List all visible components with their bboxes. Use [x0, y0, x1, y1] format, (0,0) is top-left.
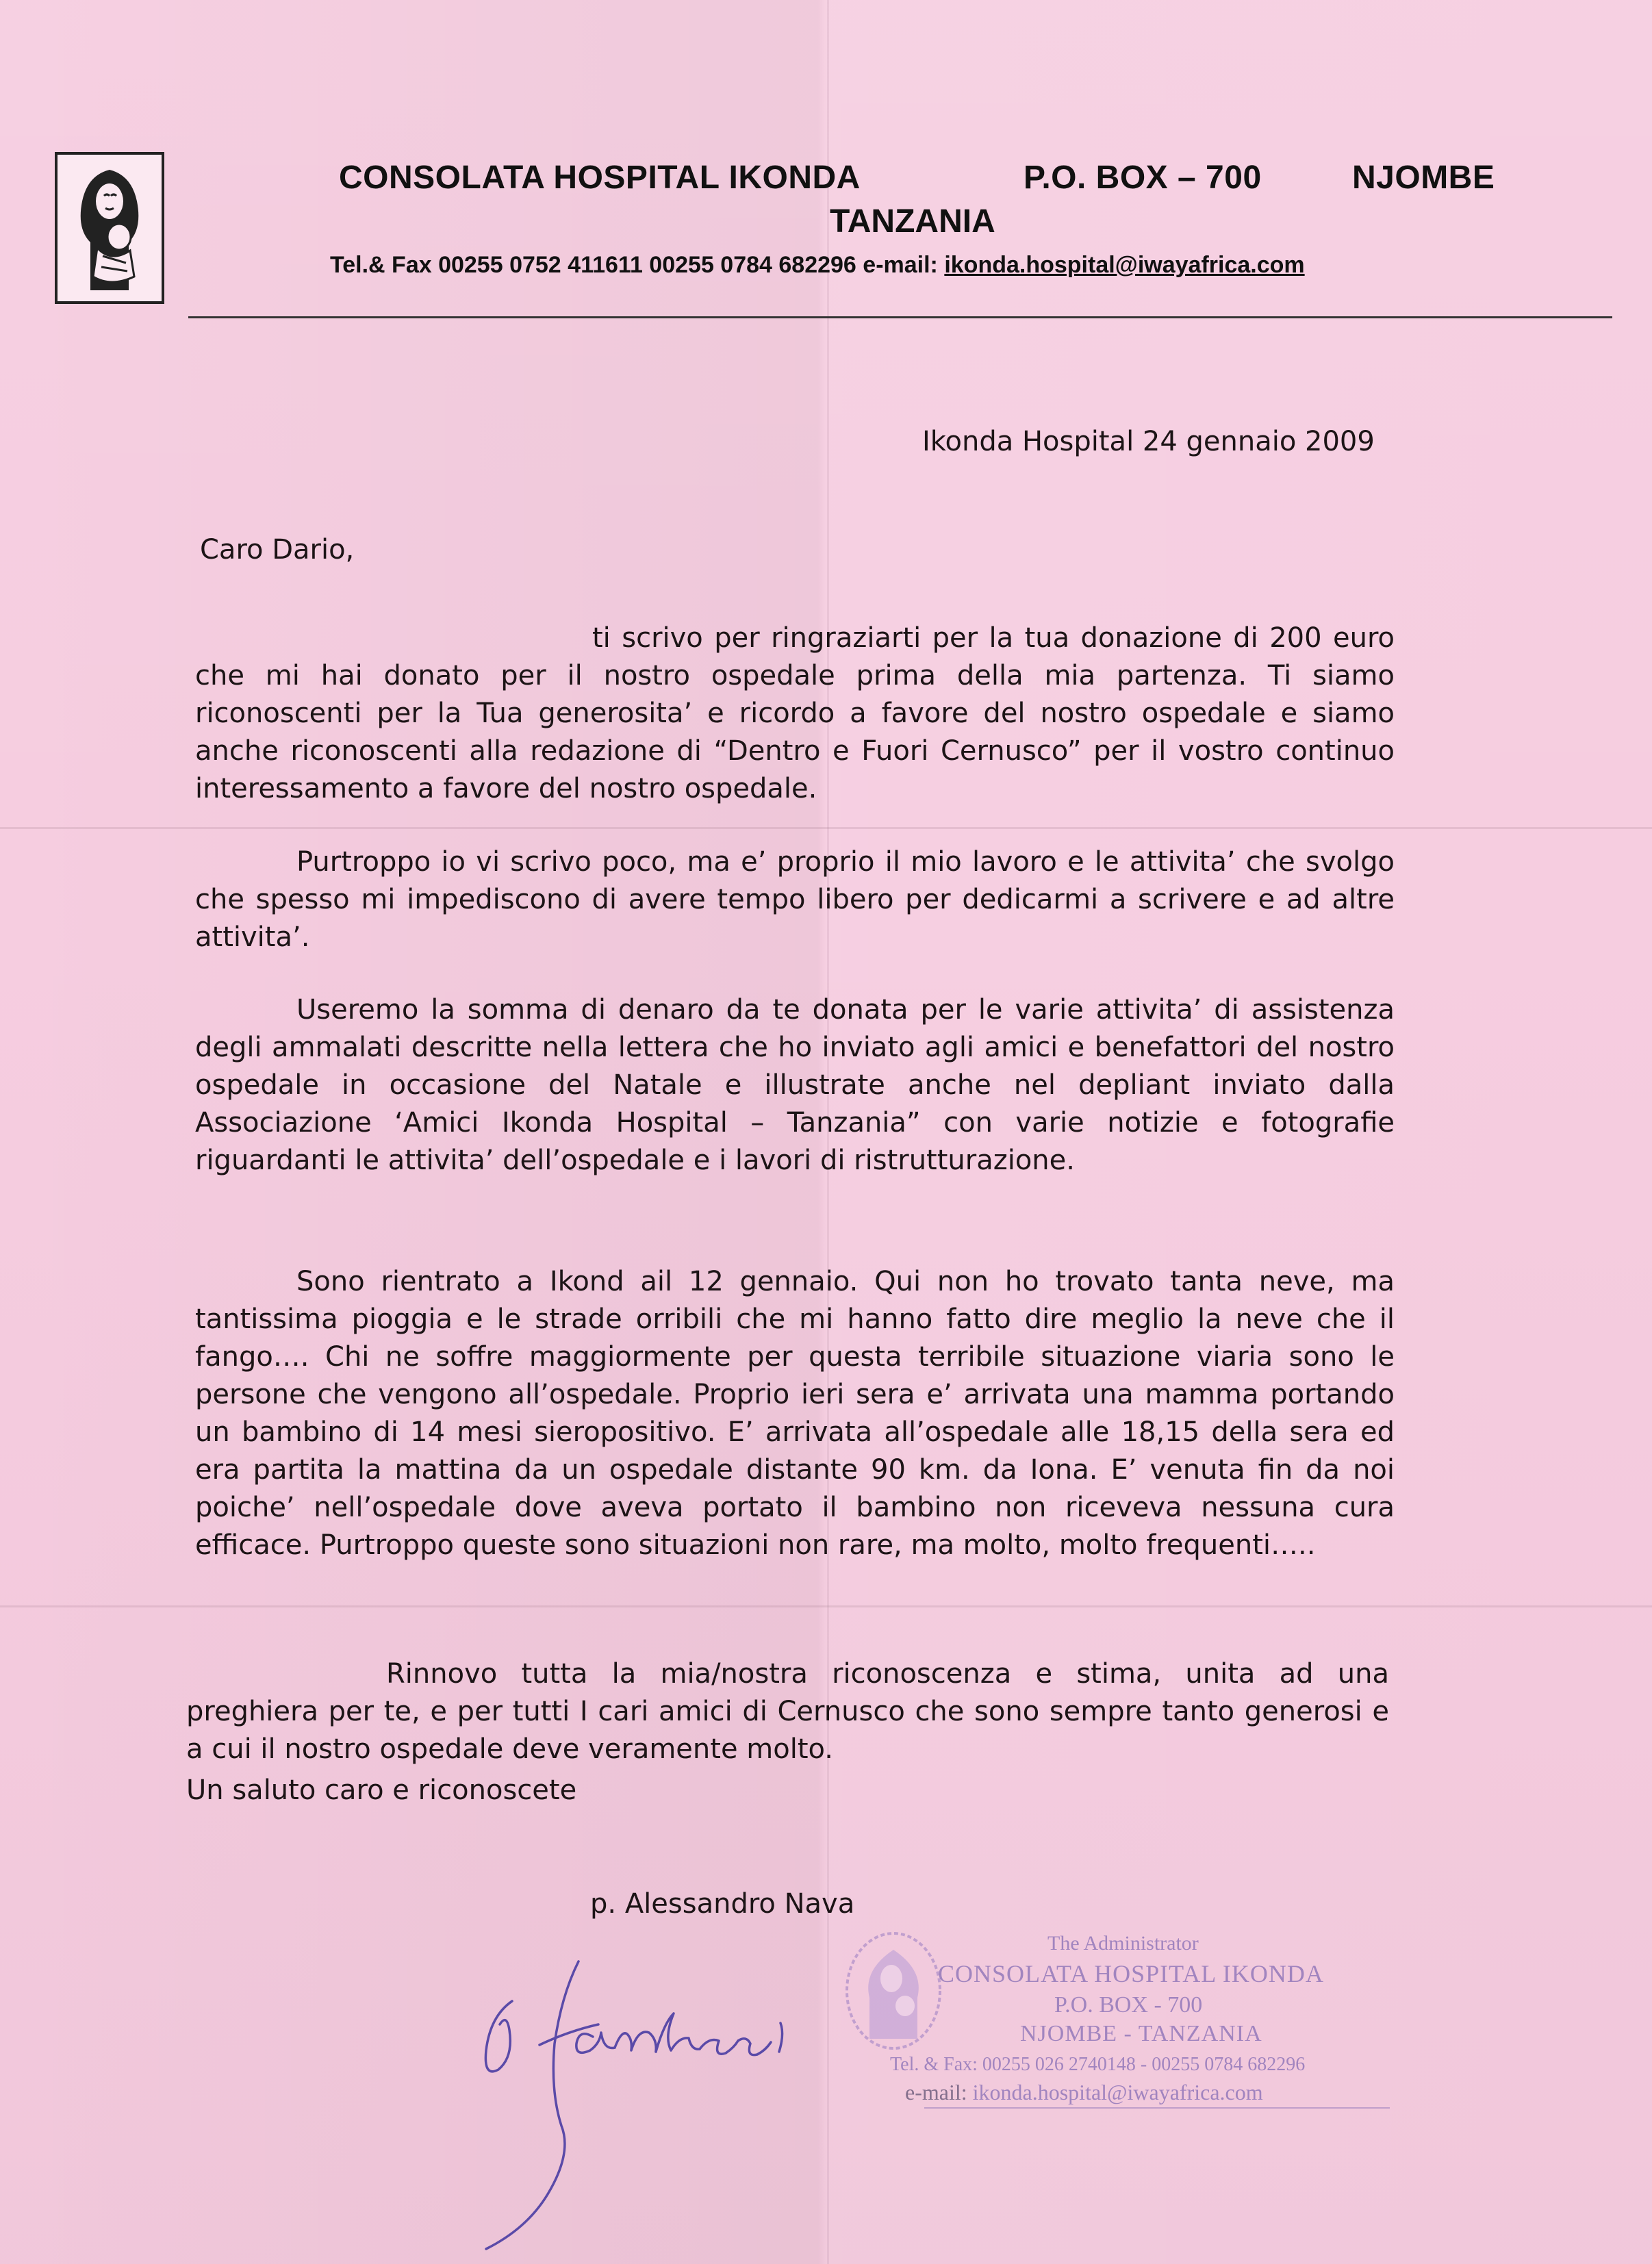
- letter-dateline: Ikonda Hospital 24 gennaio 2009: [922, 426, 1375, 457]
- stamp-email-label: e-mail:: [905, 2080, 973, 2104]
- letter-paragraph-3: Useremo la somma di denaro da te donata per le varie attivita’ di assistenza degli ammalati descritte nella lettera che ho inviato agli amici e benefattori del nostro ospedale in occasione del Natale e illustrate anche nel depliant inviato dalla Associazione ‘Amici Ikonda Hospital – Tanzania” con varie notizie e fotografie riguardanti le attivita’ dell’ospedale e i lavori di ristrutturazione.: [195, 994, 1395, 1176]
- stamp-phone-fax: Tel. & Fax: 00255 026 2740148 - 00255 0784 682296: [890, 2054, 1306, 2075]
- hospital-logo: [55, 152, 164, 304]
- letter-salutation: Caro Dario,: [200, 534, 355, 565]
- stamp-hospital-name: CONSOLATA HOSPITAL IKONDA: [938, 1960, 1324, 1987]
- letter-closing: Un saluto caro e riconoscete: [186, 1775, 577, 1806]
- hospital-po-box: P.O. BOX – 700: [1024, 160, 1262, 196]
- stamp-location: NJOMBE - TANZANIA: [1020, 2021, 1262, 2046]
- letterhead-divider: [188, 316, 1612, 318]
- letter-paragraph-1: ti scrivo per ringraziarti per la tua donazione di 200 euro che mi hai donato per il nostro ospedale prima della mia partenza. Ti siamo riconoscenti per la Tua generosita’ e ricordo a favore del nostro ospedale e siamo anche riconoscenti alla redazione di “Dentro e Fuori Cernusco” per il vostro continuo interessamento a favore del nostro ospedale.: [195, 622, 1395, 804]
- handwritten-signature: [459, 1948, 815, 2263]
- letter-signer: p. Alessandro Nava: [590, 1888, 855, 1920]
- letterhead-line1: [339, 159, 1495, 196]
- stamp-title: The Administrator: [1047, 1932, 1199, 1955]
- stamp-po-box: P.O. BOX - 700: [1054, 1992, 1203, 2018]
- contact-email-link[interactable]: ikonda.hospital@iwayafrica.com: [944, 252, 1305, 278]
- hospital-country: TANZANIA: [830, 203, 995, 240]
- stamp-email-address: ikonda.hospital@iwayafrica.com: [972, 2080, 1263, 2104]
- madonna-and-child-icon: [63, 160, 156, 296]
- madonna-and-child-stamp-icon: [842, 1929, 945, 2052]
- stamp-email: [905, 2080, 1263, 2105]
- paper-fold-lower: [0, 1605, 1652, 1607]
- stamp-underline: [924, 2107, 1390, 2109]
- hospital-name: CONSOLATA HOSPITAL IKONDA: [339, 160, 861, 196]
- contact-phone-fax: Tel.& Fax 00255 0752 411611 00255 0784 682296 e-mail:: [330, 252, 945, 278]
- administrator-stamp: [828, 1917, 1397, 2122]
- hospital-city: NJOMBE: [1352, 160, 1495, 196]
- paper-fold-upper: [0, 827, 1652, 829]
- letter-paragraph-5: Rinnovo tutta la mia/nostra riconoscenza e stima, unita ad una preghiera per te, e per tutti I cari amici di Cernusco che sono sempre tanto generosi e a cui il nostro ospedale deve veramente molto.: [186, 1658, 1389, 1765]
- letter-paragraph-2: Purtroppo io vi scrivo poco, ma e’ proprio il mio lavoro e le attivita’ che svolgo che spesso mi impediscono di avere tempo libero per dedicarmi a scrivere e ad altre attivita’.: [195, 846, 1395, 953]
- letter-paragraph-4: Sono rientrato a Ikond ail 12 gennaio. Qui non ho trovato tanta neve, ma tantissima pioggia e le strade orribili che mi hanno fatto dire meglio la neve che il fango…. Chi ne soffre maggiormente per questa terribile situazione viaria sono le persone che vengono all’ospedale. Proprio ieri sera e’ arrivata una mamma portando un bambino di 14 mesi sieropositivo. E’ arrivata all’ospedale alle 18,15 della sera ed era partita la mattina da un ospedale distante 90 km. da Iona. E’ venuta fin da noi poiche’ nell’ospedale dove aveva portato il bambino non riceveva nessuna cura efficace. Purtroppo queste sono situazioni non rare, ma molto, molto frequenti…..: [195, 1266, 1395, 1561]
- letterhead-contact: [330, 252, 1305, 279]
